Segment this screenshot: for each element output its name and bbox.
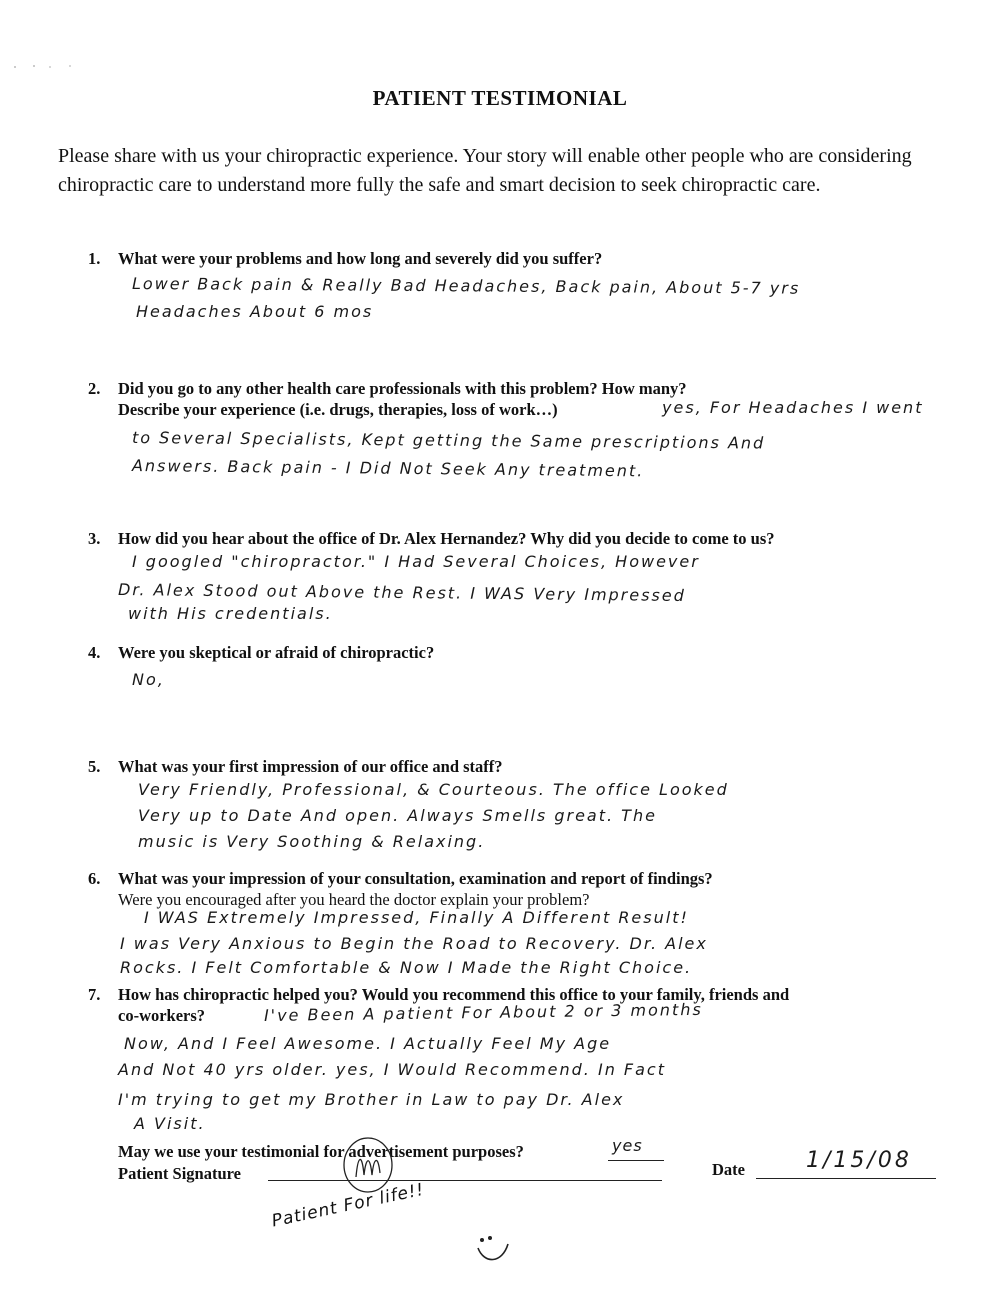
answer-line: to Several Specialists, Kept getting the Same prescriptions And xyxy=(131,428,766,453)
answer-line: I've Been A patient For About 2 or 3 months xyxy=(263,999,703,1025)
question-text: Describe your experience (i.e. drugs, therapies, loss of work…) xyxy=(118,400,558,419)
question-text: What were your problems and how long and severely did you suffer? xyxy=(118,249,603,268)
signature-line xyxy=(268,1180,662,1181)
scan-specks xyxy=(10,62,80,72)
signature-label: Patient Signature xyxy=(118,1164,241,1183)
answer-line: I WAS Extremely Impressed, Finally A Different Result! xyxy=(144,908,689,927)
question-text: What was your impression of your consultation, examination and report of findings? xyxy=(118,869,713,888)
question-number: 3. xyxy=(88,529,101,548)
question-text: Were you encouraged after you heard the doctor explain your problem? xyxy=(118,890,590,909)
answer-line: Very up to Date And open. Always Smells great. The xyxy=(138,806,657,825)
question-1 xyxy=(88,248,948,269)
answer-line: No, xyxy=(132,670,165,689)
question-text: co-workers? xyxy=(118,1006,206,1025)
question-5 xyxy=(88,756,948,777)
answer-line: I googled "chiropractor." I Had Several Choices, However xyxy=(132,552,700,571)
answer-line: music is Very Soothing & Relaxing. xyxy=(138,832,486,851)
date-value: 1/15/08 xyxy=(806,1148,912,1173)
question-number: 7. xyxy=(88,985,101,1004)
answer-line: Rocks. I Felt Comfortable & Now I Made the Right Choice. xyxy=(120,958,693,977)
question-text: What was your first impression of our office and staff? xyxy=(118,757,503,776)
permission-answer-line xyxy=(608,1160,664,1161)
answer-line: Answers. Back pain - I Did Not Seek Any treatment. xyxy=(131,456,645,481)
answer-line: with His credentials. xyxy=(128,604,333,623)
page-title: PATIENT TESTIMONIAL xyxy=(372,86,628,110)
date-line xyxy=(756,1178,936,1179)
answer-line: Now, And I Feel Awesome. I Actually Feel My Age xyxy=(124,1034,612,1053)
question-number: 6. xyxy=(88,869,101,888)
answer-line: I was Very Anxious to Begin the Road to Recovery. Dr. Alex xyxy=(120,934,708,953)
question-number: 5. xyxy=(88,757,101,776)
answer-line: I'm trying to get my Brother in Law to pay Dr. Alex xyxy=(118,1090,625,1109)
question-6 xyxy=(88,868,948,910)
question-text: How has chiropractic helped you? Would you recommend this office to your family, friends and xyxy=(118,985,790,1004)
answer-line: yes, For Headaches I went xyxy=(662,398,924,417)
testimonial-permission-question: May we use your testimonial for advertisement purposes? xyxy=(118,1142,524,1161)
testimonial-permission-answer: yes xyxy=(612,1136,643,1155)
answer-line: A Visit. xyxy=(134,1114,206,1133)
intro-text: Please share with us your chiropractic experience. Your story will enable other people who are considering chiropractic care to understand more fully the safe and smart decision to seek chiropractic care. xyxy=(58,145,912,196)
smiley-face-icon xyxy=(474,1228,514,1264)
date-label: Date xyxy=(712,1160,745,1179)
handwritten-note: Patient For life!! xyxy=(270,1179,427,1232)
question-text: Were you skeptical or afraid of chiropractic? xyxy=(118,643,435,662)
question-text: Did you go to any other health care professionals with this problem? How many? xyxy=(118,379,687,398)
answer-line: And Not 40 yrs older. yes, I Would Recommend. In Fact xyxy=(118,1060,666,1079)
question-number: 1. xyxy=(88,249,101,268)
question-text: How did you hear about the office of Dr. Alex Hernandez? Why did you decide to come to us? xyxy=(118,529,775,548)
question-number: 4. xyxy=(88,643,101,662)
question-4 xyxy=(88,642,948,663)
answer-line: Headaches About 6 mos xyxy=(136,302,374,321)
question-number: 2. xyxy=(88,379,101,398)
answer-line: Lower Back pain & Really Bad Headaches, Back pain, About 5-7 yrs xyxy=(131,274,801,298)
answer-line: Dr. Alex Stood out Above the Rest. I WAS Very Impressed xyxy=(117,580,686,605)
answer-line: Very Friendly, Professional, & Courteous. The office Looked xyxy=(138,780,729,799)
question-3 xyxy=(88,528,948,549)
